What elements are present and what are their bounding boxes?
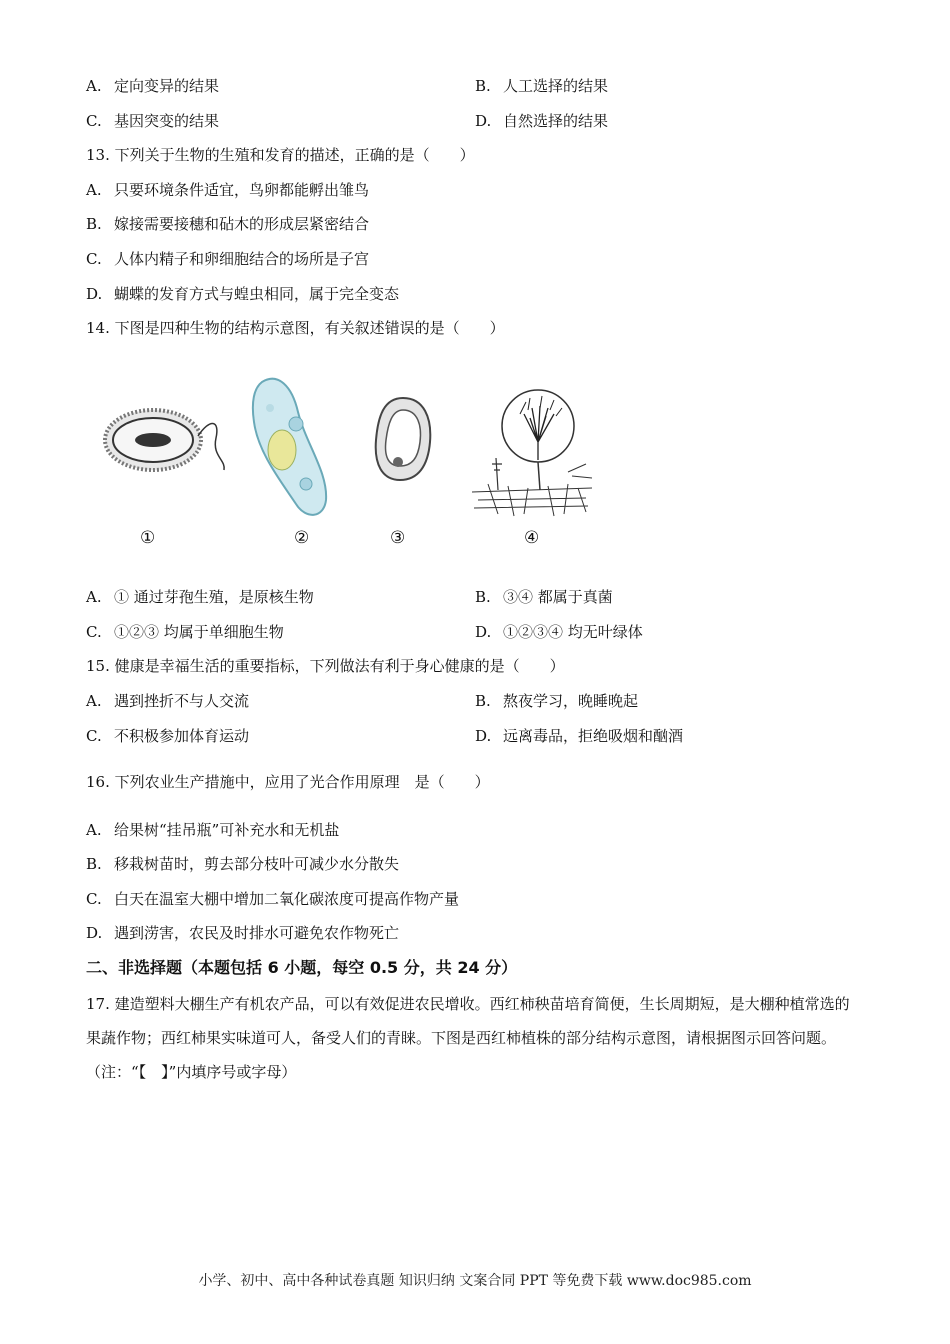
q16-stem: 16. 下列农业生产措施中，应用了光合作用原理 是（ ） — [86, 773, 490, 791]
q16-option-a: A. 给果树“挂吊瓶”可补充水和无机盐 — [86, 821, 340, 839]
q16-option-c: C. 白天在温室大棚中增加二氧化碳浓度可提高作物产量 — [86, 890, 460, 908]
q16-option-d: D. 遇到涝害，农民及时排水可避免农作物死亡 — [86, 924, 400, 942]
q14-option-b: B. ③④ 都属于真菌 — [475, 588, 613, 606]
q14-option-c: C. ①②③ 均属于单细胞生物 — [86, 623, 284, 641]
page-footer: 小学、初中、高中各种试卷真题 知识归纳 文案合同 PPT 等免费下载 www.doc985.com — [198, 1273, 752, 1289]
q14-stem: 14. 下图是四种生物的结构示意图，有关叙述错误的是（ ） — [86, 319, 505, 337]
yeast-figure — [368, 394, 438, 484]
q15-option-b: B. 熬夜学习，晚睡晚起 — [475, 692, 639, 710]
figure-label-4: ④ — [524, 528, 540, 548]
section-2-title: 二、非选择题（本题包括 6 小题，每空 0.5 分，共 24 分） — [86, 958, 518, 977]
q14-option-a: A. ① 通过芽孢生殖，是原核生物 — [86, 588, 314, 606]
q13-option-a: A. 只要环境条件适宜，鸟卵都能孵出雏鸟 — [86, 181, 370, 199]
q13-option-d: D. 蝴蝶的发育方式与蝗虫相同，属于完全变态 — [86, 285, 400, 303]
q12-option-c: C. 基因突变的结果 — [86, 112, 220, 130]
q15-stem: 15. 健康是幸福生活的重要指标，下列做法有利于身心健康的是（ ） — [86, 657, 565, 675]
q13-option-c: C. 人体内精子和卵细胞结合的场所是子宫 — [86, 250, 370, 268]
q13-option-b: B. 嫁接需要接穗和砧木的形成层紧密结合 — [86, 215, 370, 233]
figure-label-1: ① — [140, 528, 156, 548]
q12-option-b: B. 人工选择的结果 — [475, 77, 609, 95]
q14-option-d: D. ①②③④ 均无叶绿体 — [475, 623, 643, 641]
q15-option-c: C. 不积极参加体育运动 — [86, 727, 250, 745]
figure-label-3: ③ — [390, 528, 406, 548]
q12-option-d: D. 自然选择的结果 — [475, 112, 609, 130]
q15-option-d: D. 远离毒品，拒绝吸烟和酗酒 — [475, 727, 684, 745]
mold-figure — [468, 380, 598, 525]
q17-text: 17. 建造塑料大棚生产有机农产品，可以有效促进农民增收。西红柿秧苗培育简便，生长周期短，是大棚种植常选的果蔬作物；西红柿果实味道可人，备受人们的青睐。下图是西红柿植株的部分结构示意图，请根据图示回答问题。（注：“【 】”内填序号或字母） — [86, 995, 850, 1081]
q15-option-a: A. 遇到挫折不与人交流 — [86, 692, 250, 710]
q16-option-b: B. 移栽树苗时，剪去部分枝叶可减少水分散失 — [86, 855, 400, 873]
q12-option-a: A. 定向变异的结果 — [86, 77, 220, 95]
q13-stem: 13. 下列关于生物的生殖和发育的描述，正确的是（ ） — [86, 146, 475, 164]
paramecium-figure — [240, 372, 340, 522]
figure-label-2: ② — [294, 528, 310, 548]
bacterium-figure — [98, 398, 238, 488]
